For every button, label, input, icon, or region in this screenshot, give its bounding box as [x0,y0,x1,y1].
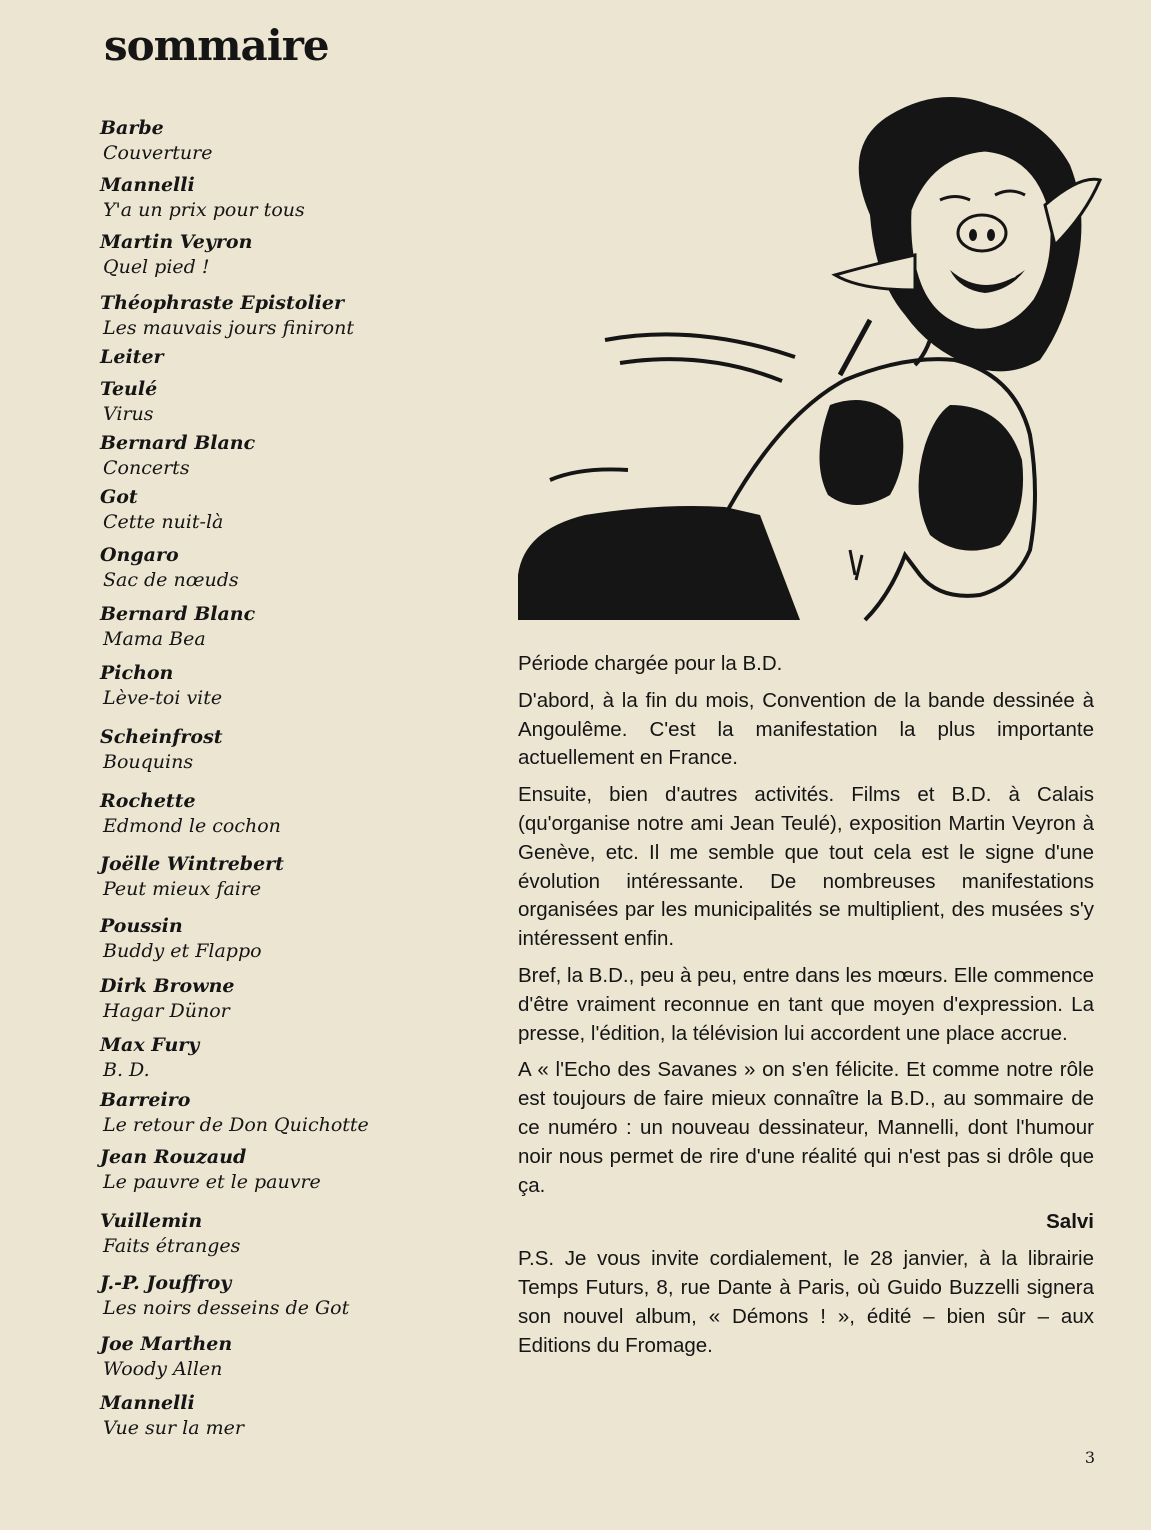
toc-entry [100,1088,430,1138]
toc-author: Jean Rouzaud [100,1146,247,1168]
toc-author: Ongaro [100,544,179,566]
editorial [518,650,1094,1368]
toc-author: Poussin [100,915,183,937]
toc-title: Concerts [103,457,190,479]
toc-entry [100,116,430,166]
signature: Salvi [1046,1210,1094,1234]
toc-entry [100,1332,430,1382]
toc-title: Vue sur la mer [103,1417,244,1439]
toc-author: Leiter [100,346,164,368]
toc-author: Barbe [100,117,164,139]
toc-author: J.-P. Jouffroy [100,1272,232,1294]
toc-author: Rochette [100,790,196,812]
toc-author: Teulé [100,378,158,400]
table-of-contents [100,116,430,1441]
toc-author: Mannelli [100,1392,195,1414]
editorial-paragraph: A « l'Echo des Savanes » on s'en félicite. Et comme notre rôle est toujours de faire mieux connaître la B.D., au sommaire de ce numéro : un nouveau dessinateur, Mannelli, dont l'humour noir nous permet de rire d'une réalité qui n'est pas si drôle que ça. [518,1058,1094,1197]
toc-title: B. D. [103,1059,150,1081]
toc-title: Faits étranges [103,1235,241,1257]
toc-title: Buddy et Flappo [103,940,262,962]
toc-entry [100,1209,430,1259]
toc-title: Cette nuit-là [103,511,224,533]
toc-entry [100,291,430,341]
toc-entry [100,974,430,1024]
toc-author: Joëlle Wintrebert [100,853,284,875]
toc-author: Got [100,486,138,508]
toc-title: Lève-toi vite [103,687,223,709]
toc-entry [100,914,430,964]
toc-entry [100,1391,430,1441]
toc-entry [100,789,430,839]
toc-entry [100,725,430,775]
toc-author: Bernard Blanc [100,603,256,625]
toc-author: Barreiro [100,1089,191,1111]
toc-entry [100,485,430,535]
toc-title: Hagar Dünor [103,1000,230,1022]
toc-title: Quel pied ! [103,256,210,278]
toc-author: Dirk Browne [100,975,235,997]
toc-title: Mama Bea [103,628,206,650]
toc-title: Le pauvre et le pauvre [103,1171,321,1193]
toc-entry [100,543,430,593]
toc-title: Y'a un prix pour tous [103,199,305,221]
toc-author: Bernard Blanc [100,432,256,454]
editorial-paragraph: Période chargée pour la B.D. [518,652,783,675]
toc-author: Joe Marthen [100,1333,233,1355]
editorial-paragraph: D'abord, à la fin du mois, Convention de la bande dessinée à Angoulême. C'est la manifestation la plus importante actuellement en France. [518,688,1094,770]
toc-entry [100,1145,430,1195]
toc-title: Les noirs desseins de Got [103,1297,350,1319]
editorial-paragraph: Bref, la B.D., peu à peu, entre dans les mœurs. Elle commence d'être vraiment reconnue en tant que moyen d'expression. La presse, l'édition, la télévision lui accordent une place accrue. [518,963,1094,1045]
toc-title: Couverture [103,142,213,164]
toc-title: Virus [103,403,154,425]
toc-entry [100,230,430,280]
toc-entry [100,661,430,711]
cartoon-illustration [510,75,1120,625]
toc-author: Pichon [100,662,174,684]
toc-entry [100,1033,430,1083]
postscript: P.S. Je vous invite cordialement, le 28 janvier, à la librairie Temps Futurs, 8, rue Dante à Paris, où Guido Buzzelli signera son nouvel album, « Démons ! », édité – bien sûr – aux Editions du Fromage. [518,1247,1094,1357]
toc-entry [100,377,430,427]
toc-title: Le retour de Don Quichotte [103,1114,369,1136]
page-title: sommaire [104,21,329,70]
toc-title: Les mauvais jours finiront [103,317,354,339]
toc-author: Théophraste Epistolier [100,292,344,314]
toc-entry [100,345,430,370]
editorial-paragraph: Ensuite, bien d'autres activités. Films et B.D. à Calais (qu'organise notre ami Jean Teulé), exposition Martin Veyron à Genève, etc. Il me semble que tout cela est le signe d'une évolution intéressante. De nombreuses manifestations organisées par les municipalités se multiplient, des musées s'y intéressent enfin. [518,783,1094,951]
toc-title: Peut mieux faire [103,878,262,900]
toc-author: Mannelli [100,174,195,196]
toc-author: Scheinfrost [100,726,223,748]
toc-entry [100,1271,430,1321]
toc-title: Edmond le cochon [103,815,281,837]
toc-entry [100,852,430,902]
page-number: 3 [1084,1448,1095,1467]
toc-title: Bouquins [103,751,194,773]
toc-entry [100,431,430,481]
toc-entry [100,602,430,652]
toc-author: Martin Veyron [100,231,253,253]
toc-author: Max Fury [100,1034,200,1056]
toc-entry [100,173,430,223]
toc-title: Woody Allen [103,1358,223,1380]
toc-author: Vuillemin [100,1210,203,1232]
toc-title: Sac de nœuds [103,569,239,591]
